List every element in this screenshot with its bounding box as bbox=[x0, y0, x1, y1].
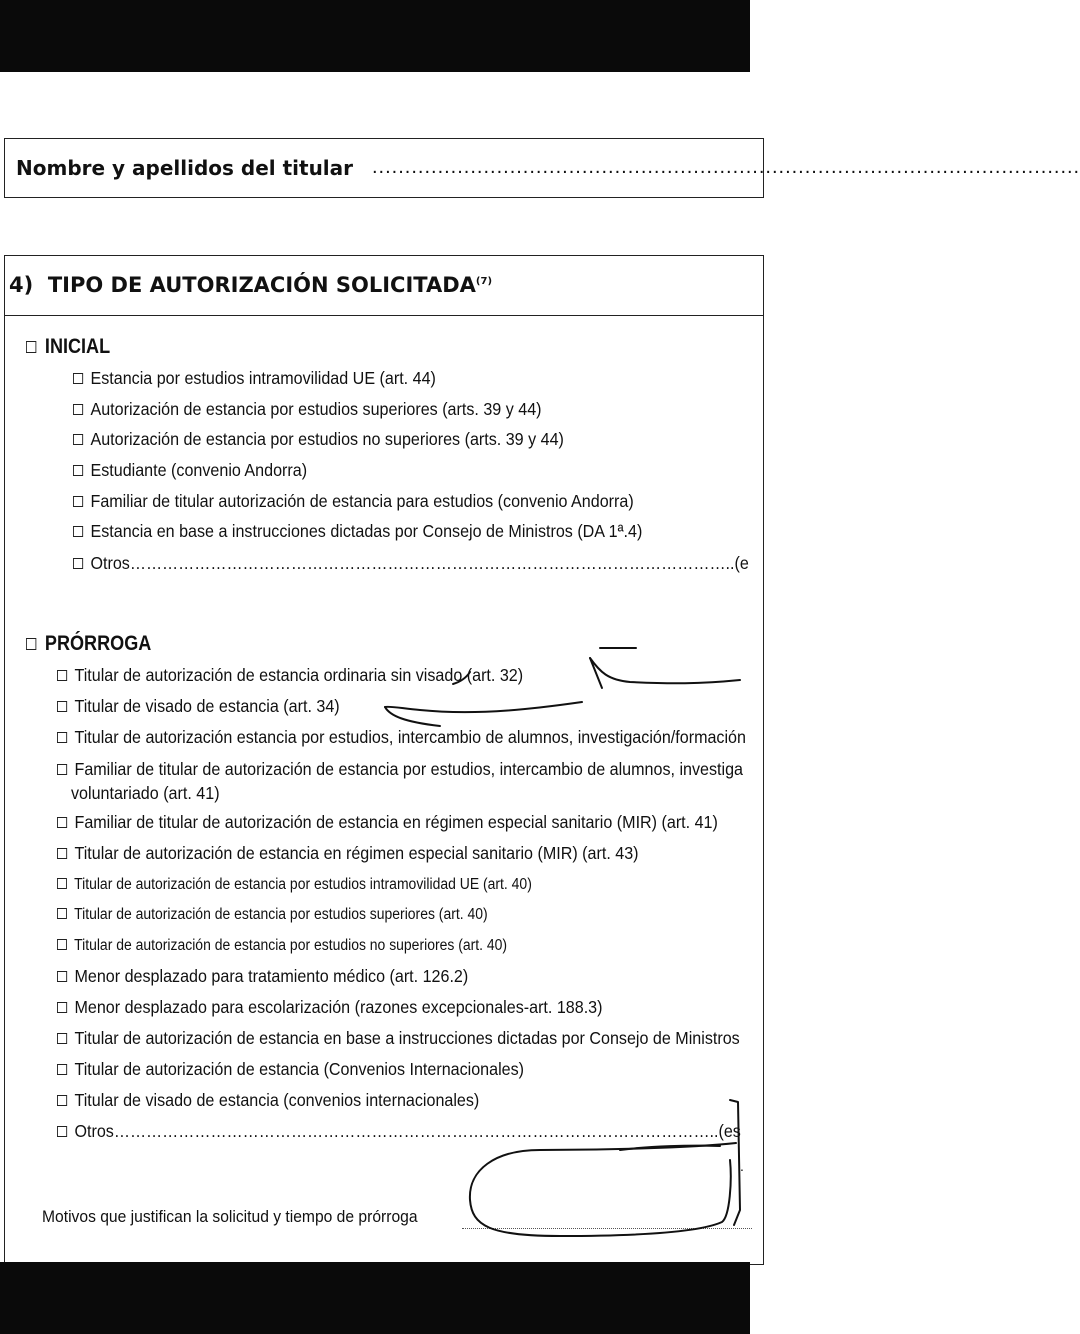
prorroga-option-6[interactable] bbox=[57, 843, 639, 864]
prorroga-option-4-continued bbox=[71, 783, 220, 804]
option-label: voluntariado (art. 41) bbox=[71, 783, 220, 803]
checkbox[interactable] bbox=[57, 939, 67, 950]
prorroga-option-9[interactable] bbox=[57, 937, 507, 955]
prorroga-option-2[interactable] bbox=[57, 696, 340, 717]
option-label: Titular de autorización de estancia en régimen especial sanitario (MIR) (art. 43) bbox=[74, 843, 639, 863]
option-label: Titular de visado de estancia (art. 34) bbox=[74, 696, 340, 716]
checkbox[interactable] bbox=[57, 817, 67, 828]
prorroga-option-8[interactable] bbox=[57, 906, 488, 924]
checkbox[interactable] bbox=[73, 434, 83, 445]
option-label: Titular de autorización de estancia (Convenios Internacionales) bbox=[74, 1059, 525, 1079]
option-label: Familiar de titular de autorización de estancia en régimen especial sanitario (MIR) (art. 41) bbox=[74, 812, 718, 832]
inicial-checkbox[interactable] bbox=[26, 341, 36, 353]
section-title bbox=[9, 273, 492, 297]
checkbox[interactable] bbox=[57, 670, 67, 681]
checkbox[interactable] bbox=[57, 701, 67, 712]
prorroga-option-12[interactable] bbox=[57, 1028, 740, 1049]
prorroga-option-1[interactable] bbox=[57, 665, 523, 686]
top-black-bar bbox=[0, 0, 750, 72]
inicial-option-2[interactable] bbox=[73, 399, 542, 420]
inicial-label: INICIAL bbox=[44, 335, 111, 358]
checkbox[interactable] bbox=[73, 404, 83, 415]
holder-name-label: Nombre y apellidos del titular bbox=[16, 156, 354, 180]
checkbox[interactable] bbox=[57, 764, 67, 775]
option-label: Autorización de estancia por estudios superiores (arts. 39 y 44) bbox=[90, 399, 542, 419]
option-label: Autorización de estancia por estudios no superiores (arts. 39 y 44) bbox=[90, 429, 564, 449]
section-title-text: TIPO DE AUTORIZACIÓN SOLICITADA bbox=[47, 273, 476, 297]
option-label: Familiar de titular de autorización de estancia por estudios, intercambio de alumnos, investiga bbox=[74, 759, 743, 779]
checkbox[interactable] bbox=[57, 1095, 67, 1106]
option-label: Estancia por estudios intramovilidad UE (art. 44) bbox=[90, 368, 436, 388]
option-label: Titular de autorización de estancia por estudios intramovilidad UE (art. 40) bbox=[74, 876, 532, 893]
option-label: Familiar de titular autorización de estancia para estudios (convenio Andorra) bbox=[90, 491, 634, 511]
section-footnote-ref: (7) bbox=[475, 276, 493, 287]
bottom-black-bar bbox=[0, 1262, 750, 1334]
option-label: Menor desplazado para escolarización (razones excepcionales-art. 188.3) bbox=[74, 997, 603, 1017]
checkbox[interactable] bbox=[57, 1002, 67, 1013]
motivos-label: Motivos que justifican la solicitud y tiempo de prórroga bbox=[42, 1207, 418, 1226]
prorroga-label: PRÓRROGA bbox=[44, 632, 152, 655]
checkbox[interactable] bbox=[73, 558, 83, 569]
inicial-option-1[interactable] bbox=[73, 368, 436, 389]
checkbox[interactable] bbox=[57, 732, 67, 743]
checkbox[interactable] bbox=[57, 1064, 67, 1075]
option-label: Estudiante (convenio Andorra) bbox=[90, 460, 308, 480]
inicial-option-3[interactable] bbox=[73, 429, 564, 450]
inicial-option-otros[interactable] bbox=[73, 553, 749, 574]
checkbox[interactable] bbox=[57, 878, 67, 889]
option-label: Menor desplazado para tratamiento médico (art. 126.2) bbox=[74, 966, 469, 986]
checkbox[interactable] bbox=[57, 908, 67, 919]
prorroga-option-7[interactable] bbox=[57, 876, 532, 894]
option-label: Titular de autorización estancia por estudios, intercambio de alumnos, investigación/formación bbox=[74, 727, 746, 747]
checkbox[interactable] bbox=[57, 971, 67, 982]
checkbox[interactable] bbox=[73, 496, 83, 507]
checkbox[interactable] bbox=[57, 1126, 67, 1137]
holder-name-field[interactable]: ............................................................................................................ bbox=[372, 156, 1080, 178]
prorroga-category[interactable] bbox=[26, 632, 151, 656]
stray-dot: . bbox=[740, 1158, 744, 1174]
option-label: Titular de autorización de estancia por estudios superiores (art. 40) bbox=[74, 906, 488, 923]
inicial-option-5[interactable] bbox=[73, 491, 634, 512]
checkbox[interactable] bbox=[57, 848, 67, 859]
inicial-option-4[interactable] bbox=[73, 460, 307, 481]
prorroga-option-3[interactable] bbox=[57, 727, 746, 748]
section-number: 4) bbox=[9, 273, 34, 297]
motivos-input-line[interactable] bbox=[462, 1228, 752, 1229]
option-label: Titular de autorización de estancia por estudios no superiores (art. 40) bbox=[74, 937, 508, 954]
inicial-option-6[interactable] bbox=[73, 521, 642, 542]
option-label: Otros…………………………………………………………………………………………………..(e bbox=[90, 553, 749, 573]
prorroga-option-5[interactable] bbox=[57, 812, 718, 833]
prorroga-option-otros[interactable] bbox=[57, 1121, 741, 1142]
checkbox[interactable] bbox=[73, 526, 83, 537]
checkbox[interactable] bbox=[73, 465, 83, 476]
prorroga-option-10[interactable] bbox=[57, 966, 468, 987]
option-label: Titular de autorización de estancia en base a instrucciones dictadas por Consejo de Ministros bbox=[74, 1028, 740, 1048]
checkbox[interactable] bbox=[73, 373, 83, 384]
option-label: Estancia en base a instrucciones dictadas por Consejo de Ministros (DA 1ª.4) bbox=[90, 521, 643, 541]
inicial-category[interactable] bbox=[26, 335, 110, 359]
prorroga-option-4[interactable] bbox=[57, 759, 743, 780]
option-label: Otros…………………………………………………………………………………………………..(es bbox=[74, 1121, 741, 1141]
option-label: Titular de visado de estancia (convenios internacionales) bbox=[74, 1090, 480, 1110]
section-header-divider bbox=[4, 315, 764, 316]
prorroga-option-14[interactable] bbox=[57, 1090, 479, 1111]
prorroga-option-13[interactable] bbox=[57, 1059, 524, 1080]
option-label: Titular de autorización de estancia ordinaria sin visado (art. 32) bbox=[74, 665, 524, 685]
checkbox[interactable] bbox=[57, 1033, 67, 1044]
prorroga-option-11[interactable] bbox=[57, 997, 603, 1018]
prorroga-checkbox[interactable] bbox=[26, 638, 36, 650]
